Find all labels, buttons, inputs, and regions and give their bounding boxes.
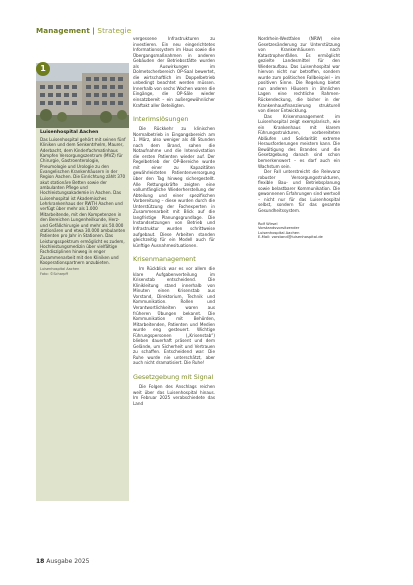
- body-paragraph: Nordrhein-Westfalen (NRW) eine Gesetzesänderung zur Unterstützung von Krankenhäusern nach Katastrophenfällen. Es ermöglicht gezielte Landesmittel für den Wiederaufbau. Das Luisenhospital war hiervon nicht nur betroffen, sondern wurde zum politischen Fallbeispiel – im positiven Sinne. Die Regelung bietet nun anderen Häusern in ähnlichen Lagen eine rechtliche Rahmen-Rückendeckung, die bisher in der Krankenhausfinanzierung strukturell von dieser Entwicklung.: [258, 36, 340, 114]
- author-signature: Rolf Wirsel Vorstandsvorsitzender Luisenhospital Aachen E-Mail: vorstand@luisenhospital.de: [258, 221, 323, 240]
- section-header: [36, 26, 131, 35]
- photo-credit: Luisenhospital Aachen Foto: ©Scharpff: [40, 267, 80, 276]
- info-badge: 1: [36, 62, 50, 76]
- section-title: Management: [36, 26, 90, 35]
- header-separator: |: [92, 26, 96, 35]
- body-paragraph: Die Rückkehr zu klinischen Normalbetrieb in Eingangsbereich am 1. März, also weniger als 48 Stunden nach dem Brand, sahen die Notaufnahme und die Intensivstation die ersten Patienten wieder auf. Der Regelbetrieb der OP-Bereiche wurde mit einer zu Kapazitäten gewährleisteten Patientenversorgung über den Tag hinweg sichergestellt. Alle Rettungskräfte zeigten eine vollumfängliche Wiederherstellung der Abteilung und einer spezifischen Vorbereitung – diese wurden durch die Unterstützung der Fachexperten in Zusammenarbeit mit Blick auf die langfristige Planungsgrundlage. Die Instandsetzungen von Betrieb und Infrastruktur wurden schrittweise aufgebaut. Diese Arbeiten standen gleichzeitig für ein Modell auch für künftige Ausnahmesituationen.: [133, 126, 215, 248]
- section-heading: Interimslösungen: [133, 115, 189, 124]
- section-heading: Krisenmanagement: [133, 255, 196, 264]
- section-subtitle: Strategie: [97, 26, 132, 35]
- body-paragraph: Im Rückblick war es vor allem die klare Aufgabenverteilung im Krisenstab entscheidend. Die Klinikleitung stand innerhalb von Minuten einen Krisenstab aus Vorstand, Direktorium, Technik und Kommunikation. Rollen und Verantwortlichkeiten waren aus früheren Übungen bekannt. Die Kommunikation mit Behörden, Mitarbeitenden, Patienten und Medien wurde eng gesteuert. Wichtige Führungspersonen („Krisenstab“) blieben dauerhaft präsent und dem Gelände, um Sicherheit und Vertrauen zu schaffen. Entscheidend war: Die Ruhe wurde nie unterschätzt, aber auch nicht dramatisiert. Die Ruhe!: [133, 266, 215, 366]
- body-paragraph: Das Krisenmanagement im Luisenhospital zeigt exemplarisch, wie ein Krankenhaus mit klarem Führungsstrukturen, vorbereiteten Abläufen und Solidarität extreme Herausforderungen meistern kann. Die Bewältigung des Brandes und die Gesetzgebung danach sind schon bemerkenswert – es darf auch ein Wachstum sein.: [258, 113, 340, 169]
- sidebar-title: Luisenhospital Aachen: [40, 130, 99, 135]
- building-photo: [36, 63, 129, 128]
- body-paragraph: Die Folgen des Anschlags reichen weit über das Luisenhospital hinaus. Im Februar 2025 verabschiedete das Land: [133, 383, 215, 406]
- page-number: 18: [36, 558, 45, 565]
- sidebar-text: Das Luisenhospital gehört mit seinen fünf Kliniken und dem Senkentrhelm, Maurer, Aderbacht, dem Kinderfachmatinhaus Kampfen Versorgungszentrum (MVZ) für Chirurgie, Gastroenterologie, Pneumologie und Urologie zu den Evangelischen Krankenhäusern in der Region Aachen. Die Einrichtung zählt 370 akut stationäre Betten sowie der ambulanten Pflege und Hochleistungsakademie in Aachen. Das Luisenhospital ist Akademisches Lehrkrankenhaus der RWTH Aachen und verfügt über mehr als 1.000 Mitarbeitende, mit den Kompetenzen in den Bereichen Lungenheilkunde, Herz- und Gefäßchirurgie und mehr als 50.000 stationären und etwa 30.000 ambulanten Patienten pro Jahr in Stationen. Das Leistungsspektrum ermöglicht es zudem, Hochleistungsmedizin über vielfältige Fachdisziplinen hinweg in enger Zusammenarbeit mit den Kliniken und Kooperationspartnern anzubieten.: [40, 137, 126, 265]
- page-footer: [36, 558, 89, 565]
- issue-label: Ausgabe 2025: [46, 558, 90, 565]
- body-paragraph: vergessene Infrastrukturen zu investieren. Ein neu eingerichtetes Informationssystem im Haus sowie die Übergangsmaßnahmen in anderen Gebäuden der Betriebsstätte wurden als Auswirkungen im Dolmetscherbereich OP-Saal bewertet, die wirtschaftlich im Doppelbetrieb unbedingt beachtet werden müssen. Innerhalb von sechs Wochen waren die Eingänge, die OP-Säle wieder einsatzbereit – ein außergewöhnlicher Kraftakt aller Beteiligten.: [133, 36, 215, 108]
- body-paragraph: Der Fall unterstreicht die Relevanz robuster Versorgungsstrukturen, flexible Bau- und Betriebsplanung sowie belastbarer Kommunikation. Die gewonnenen Erfahrungen sind wertvoll – nicht nur für das Luisenhospital selbst, sondern für das gesamte Gesundheitssystem.: [258, 169, 340, 213]
- article-column-2: [258, 36, 340, 240]
- article-column-1: [133, 36, 215, 406]
- section-heading: Gesetzgebung mit Signal: [133, 372, 214, 381]
